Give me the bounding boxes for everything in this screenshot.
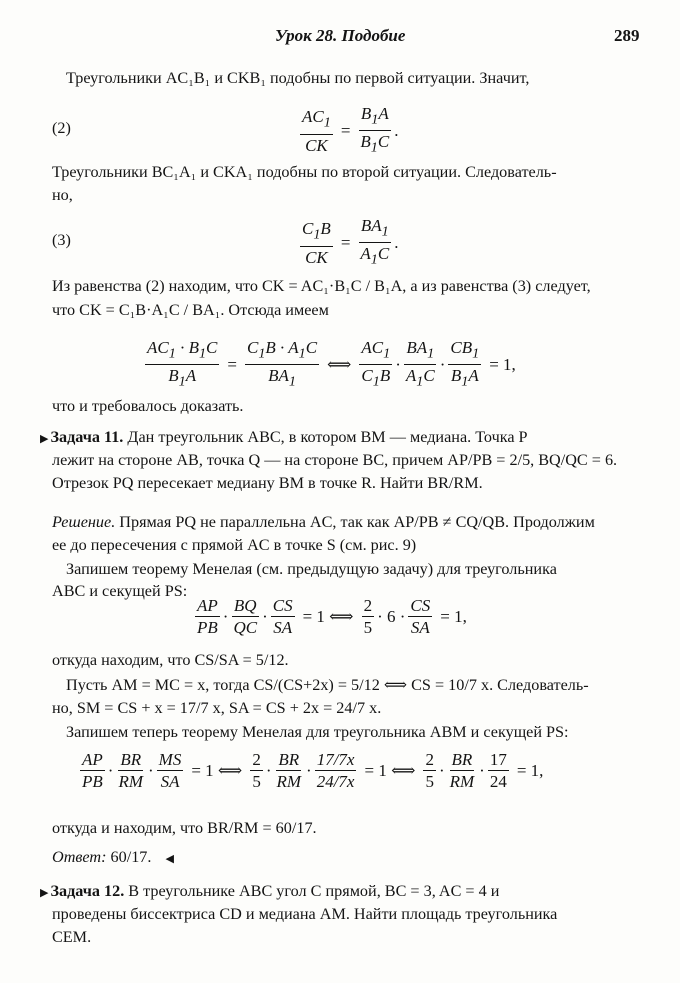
page-number: 289 <box>614 26 640 45</box>
task-marker-icon: ▶ <box>40 433 49 445</box>
solution-text: но, SM = CS + x = 17/7 x, SA = CS + 2x = 24/7 x. <box>52 699 382 717</box>
task-text: В треугольнике ABC угол C прямой, BC = 3, AC = 4 и <box>128 882 500 900</box>
equation-number: (2) <box>52 119 71 137</box>
paragraph-line: Треугольники AC₁B₁ и CKB₁ подобны по первой ситуации. Значит, <box>66 69 530 87</box>
page-header <box>0 26 680 52</box>
end-marker-icon: ◀ <box>165 853 174 865</box>
answer-value: 60/17. <box>110 848 152 866</box>
task-label: Задача 11. <box>50 428 124 446</box>
solution-text: откуда находим, что CS/SA = 5/12. <box>52 651 289 669</box>
solution-label: Решение. <box>52 513 116 531</box>
task-label: Задача 12. <box>50 882 125 900</box>
answer-label: Ответ: <box>52 848 107 866</box>
paragraph-line: что CK = C₁B·A₁C / BA₁. Отсюда имеем <box>52 301 329 319</box>
menelaus-equation-abm: AP PB · BR RM · $\frac{MS}{SA}$ = 1 ⟺ 2 5 · BR RM · $\frac{17/7x}{24/7x}$ = 1 ⟺ 2 5 · BR RM · $\frac{17}{24}$ = 1, <box>82 750 544 791</box>
paragraph-line: Треугольники BC₁A₁ и CKA₁ подобны по второй ситуации. Следователь- <box>52 163 557 181</box>
solution-text: Прямая PQ не параллельна AC, так как AP/PB ≠ CQ/QB. Продолжим <box>119 513 595 531</box>
running-title: Урок 28. Подобие <box>275 26 406 45</box>
task-text: проведены биссектриса CD и медиана AM. Найти площадь треугольника <box>52 905 558 923</box>
equation-number: (3) <box>52 231 71 249</box>
solution-line <box>52 511 595 533</box>
equation-3: $\frac{C_1B}{CK}$ = $\frac{BA_1}{A_1C}$ . <box>302 216 399 268</box>
task-text: Отрезок PQ пересекает медиану BM в точке R. Найти BR/RM. <box>52 474 483 492</box>
solution-text: откуда и находим, что BR/RM = 60/17. <box>52 819 317 837</box>
task-11-line <box>40 426 528 450</box>
task-text: CEM. <box>52 928 92 946</box>
paragraph-line: Из равенства (2) находим, что CK = AC₁·B₁C / B₁A, а из равенства (3) следует, <box>52 277 591 295</box>
paragraph-line: но, <box>52 186 73 204</box>
task-12-line <box>40 880 499 904</box>
equation-2: $\frac{AC_1}{CK}$ = $\frac{B_1A}{B_1C}$ . <box>302 104 399 156</box>
solution-text: ABC и секущей PS: <box>52 582 188 600</box>
solution-text: Запишем теорему Менелая (см. предыдущую задачу) для треугольника <box>66 560 557 578</box>
solution-text: Пусть AM = MC = x, тогда CS/(CS+2x) = 5/12 ⟺ CS = 10/7 x. Следователь- <box>66 676 589 694</box>
task-marker-icon: ▶ <box>40 887 49 899</box>
answer-line <box>52 846 174 870</box>
solution-text: ее до пересечения с прямой AC в точке S (см. рис. 9) <box>52 536 417 554</box>
task-text: лежит на стороне AB, точка Q — на стороне BC, причем AP/PB = 2/5, BQ/QC = 6. <box>52 451 618 469</box>
menelaus-equation-abc: AP PB · BQ QC · $\frac{CS}{SA}$ = 1 ⟺ 2 5 · 6 · $\frac{CS}{SA}$ = 1, <box>197 596 467 637</box>
solution-text: Запишем теперь теорему Менелая для треугольника ABM и секущей PS: <box>66 723 569 741</box>
task-text: Дан треугольник ABC, в котором BM — медиана. Точка P <box>127 428 528 446</box>
paragraph-line: что и требовалось доказать. <box>52 397 244 415</box>
main-identity-equation: $\frac{AC_1 \cdot B_1C}{B_1A}$ = $\frac{C_1B \cdot A_1C}{BA_1}$ ⟺ $AC_1$ $C_1B$ · $BA_1$ $A_1C$ · $\frac{CB_1}{B_1A}$ = 1, <box>147 338 516 390</box>
